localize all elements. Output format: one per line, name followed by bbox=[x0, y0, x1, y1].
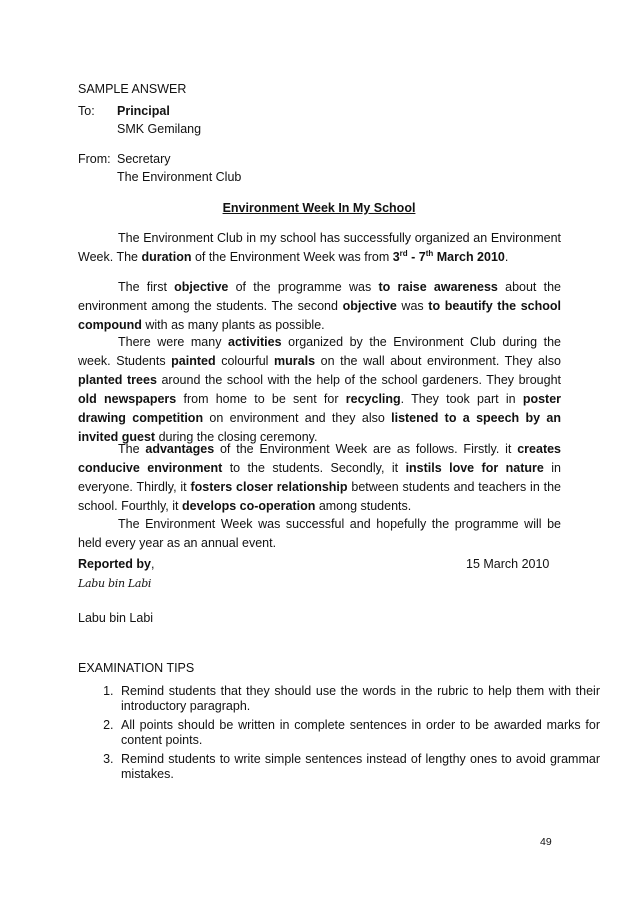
text: of the Environment Week are as follows. Firstly. it bbox=[214, 442, 518, 456]
bold-text: poster drawing competition bbox=[78, 392, 562, 425]
page-number: 49 bbox=[540, 836, 552, 848]
text: The Environment Week was successful and hopefully the programme will be held every year as an annual event. bbox=[78, 517, 561, 550]
to-label: To: bbox=[78, 104, 95, 118]
signatory-name: Labu bin Labi bbox=[78, 611, 154, 625]
event-dates bbox=[393, 250, 505, 264]
text: in everyone. Thirdly, it bbox=[78, 461, 561, 494]
to-organization: SMK Gemilang bbox=[117, 122, 202, 136]
bold-text: objective bbox=[174, 280, 229, 294]
text: The Environment Club in my school has successfully organized an Environment Week. The bbox=[78, 231, 561, 264]
ordinal-suffix: th bbox=[425, 248, 434, 258]
comma: , bbox=[150, 557, 155, 571]
text: around the school with the help of the school gardeners. They brought bbox=[156, 373, 561, 387]
list-item: 3. Remind students to write simple sentences instead of lengthy ones to avoid grammar mistakes. bbox=[117, 752, 600, 782]
list-item: 1. Remind students that they should use the words in the rubric to help them with their introductory paragraph. bbox=[117, 684, 600, 714]
bold-text: to raise awareness bbox=[378, 280, 498, 294]
bold-text: painted bbox=[171, 354, 216, 368]
text: between students and teachers in the school. Fourthly, it bbox=[78, 480, 562, 513]
bold-text: recycling bbox=[345, 392, 401, 406]
text: on environment and they also bbox=[203, 411, 392, 425]
bold-text: creates conducive environment bbox=[78, 442, 562, 475]
reported-by-text: Reported by bbox=[78, 557, 151, 571]
text: to the students. Secondly, it bbox=[222, 461, 406, 475]
bold-text: objective bbox=[342, 299, 397, 313]
to-recipient: Principal bbox=[117, 104, 170, 118]
reported-by-label bbox=[78, 557, 154, 572]
text: was bbox=[396, 299, 429, 313]
ordinal-suffix: rd bbox=[399, 248, 408, 258]
text: organized by the Environment Club during the week. Students bbox=[78, 335, 562, 368]
from-sender: Secretary bbox=[117, 152, 171, 166]
handwritten-signature: Labu bin Labi bbox=[78, 577, 152, 590]
bold-text: to beautify the school compound bbox=[78, 299, 561, 332]
bold-text: planted trees bbox=[78, 373, 157, 387]
list-item: 2. All points should be written in complete sentences in order to be awarded marks for content points. bbox=[117, 718, 600, 748]
text: among students. bbox=[315, 499, 412, 513]
bold-text: advantages bbox=[145, 442, 215, 456]
sample-answer-heading: SAMPLE ANSWER bbox=[78, 82, 187, 96]
paragraph-duration bbox=[78, 229, 561, 267]
text: colourful bbox=[215, 354, 275, 368]
bold-text: murals bbox=[274, 354, 316, 368]
bold-text: develops co-operation bbox=[181, 499, 316, 513]
text: from home to be sent for bbox=[176, 392, 346, 406]
text: on the wall about environment. They also bbox=[315, 354, 561, 368]
from-label: From: bbox=[78, 152, 111, 166]
text: with as many plants as possible. bbox=[141, 318, 325, 332]
paragraph-objectives bbox=[78, 278, 561, 335]
date-end: - 7 bbox=[407, 250, 426, 264]
text: during the closing ceremony. bbox=[155, 430, 318, 444]
bold-text: fosters closer relationship bbox=[190, 480, 348, 494]
date-month: March 2010 bbox=[433, 250, 505, 264]
paragraph-activities bbox=[78, 333, 561, 447]
text: . They took part in bbox=[400, 392, 523, 406]
text: of the programme was bbox=[228, 280, 379, 294]
examination-tips-heading: EXAMINATION TIPS bbox=[78, 661, 195, 675]
text: of the Environment Week was from bbox=[191, 250, 393, 264]
bold-text: instils love for nature bbox=[405, 461, 544, 475]
report-date: 15 March 2010 bbox=[466, 557, 550, 571]
bold-text: duration bbox=[141, 250, 192, 264]
text: The bbox=[118, 442, 146, 456]
paragraph-conclusion bbox=[78, 515, 561, 553]
paragraph-advantages bbox=[78, 440, 561, 516]
report-title: Environment Week In My School bbox=[222, 201, 416, 215]
bold-text: old newspapers bbox=[78, 392, 177, 406]
text: There were many bbox=[118, 335, 229, 349]
text: . bbox=[504, 250, 509, 264]
date-start: 3 bbox=[392, 250, 400, 264]
from-organization: The Environment Club bbox=[117, 170, 242, 184]
bold-text: activities bbox=[228, 335, 282, 349]
text: The first bbox=[118, 280, 175, 294]
text: about the environment among the students. The second bbox=[78, 280, 562, 313]
examination-tips-list bbox=[78, 684, 600, 786]
bold-text: listened to a speech by an invited guest bbox=[78, 411, 561, 444]
